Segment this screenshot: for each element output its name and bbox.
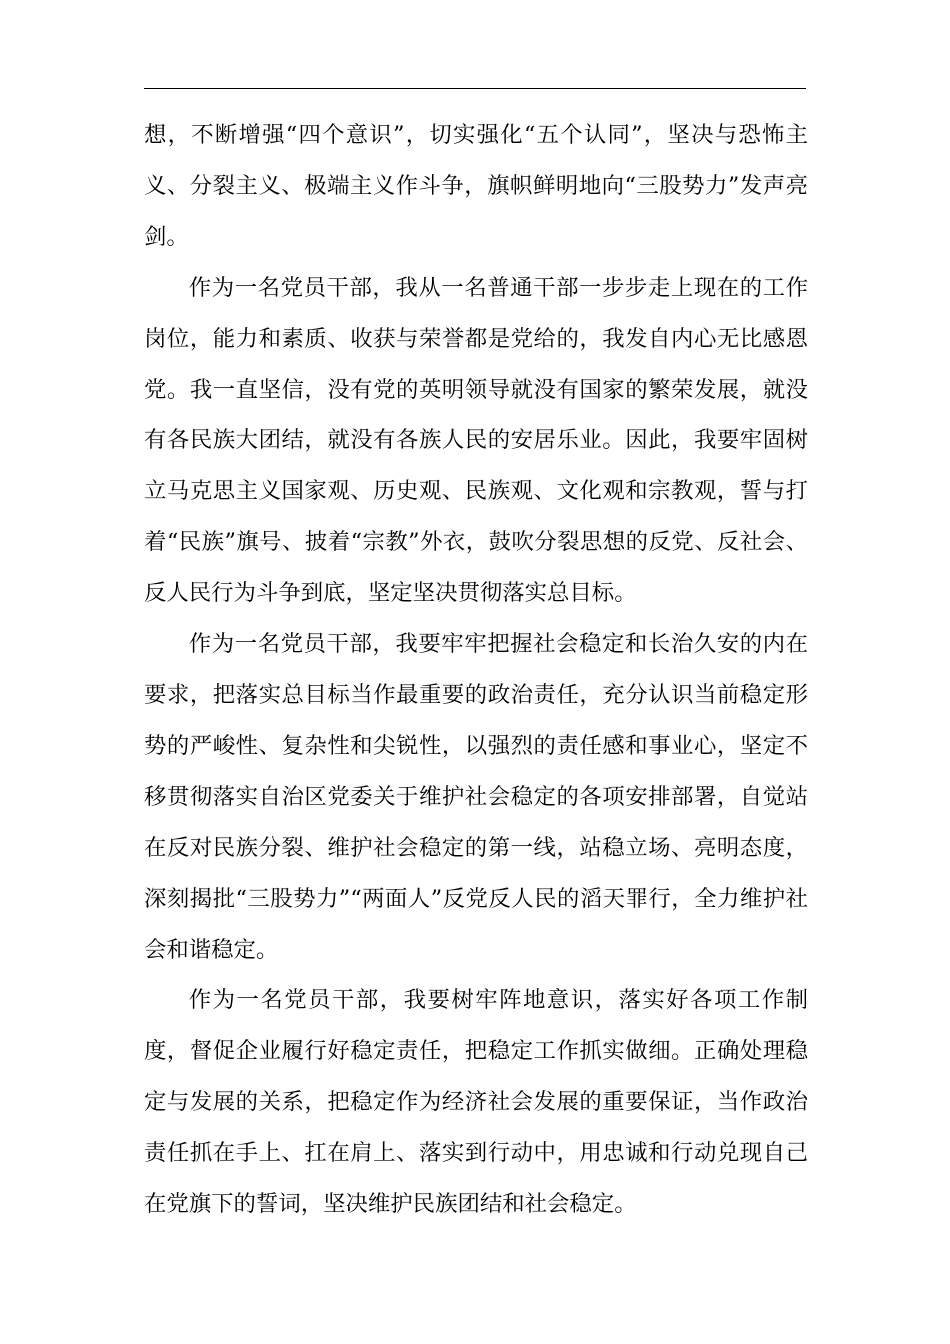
header-rule: [144, 88, 806, 89]
paragraph-gratitude: 作为一名党员干部，我从一名普通干部一步步走上现在的工作岗位，能力和素质、收获与荣誉都是党给的，我发自内心无比感恩党。我一直坚信，没有党的英明领导就没有国家的繁荣发展，就没有各民族大团结，就没有各族人民的安居乐业。因此，我要牢固树立马克思主义国家观、历史观、民族观、文化观和宗教观，誓与打着“民族”旗号、披着“宗教”外衣，鼓吹分裂思想的反党、反社会、反人民行为斗争到底，坚定坚决贯彻落实总目标。: [144, 274, 808, 607]
paragraph-stability: 作为一名党员干部，我要牢牢把握社会稳定和长治久安的内在要求，把落实总目标当作最重要的政治责任，充分认识当前稳定形势的严峻性、复杂性和尖锐性，以强烈的责任感和事业心，坚定不移贯彻落实自治区党委关于维护社会稳定的各项安排部署，自觉站在反对民族分裂、维护社会稳定的第一线，站稳立场、亮明态度，深刻揭批“三股势力”“两面人”反党反人民的滔天罪行，全力维护社会和谐稳定。: [144, 631, 808, 963]
paragraph-responsibility: 作为一名党员干部，我要树牢阵地意识，落实好各项工作制度，督促企业履行好稳定责任，把稳定工作抓实做细。正确处理稳定与发展的关系，把稳定作为经济社会发展的重要保证，当作政治责任抓在手上、扛在肩上、落实到行动中，用忠诚和行动兑现自己在党旗下的誓词，坚决维护民族团结和社会稳定。: [144, 987, 808, 1218]
document-body: [144, 110, 808, 1230]
paragraph-continued: 想，不断增强“四个意识”，切实强化“五个认同”，坚决与恐怖主义、分裂主义、极端主义作斗争，旗帜鲜明地向“三股势力”发声亮剑。: [144, 122, 808, 250]
